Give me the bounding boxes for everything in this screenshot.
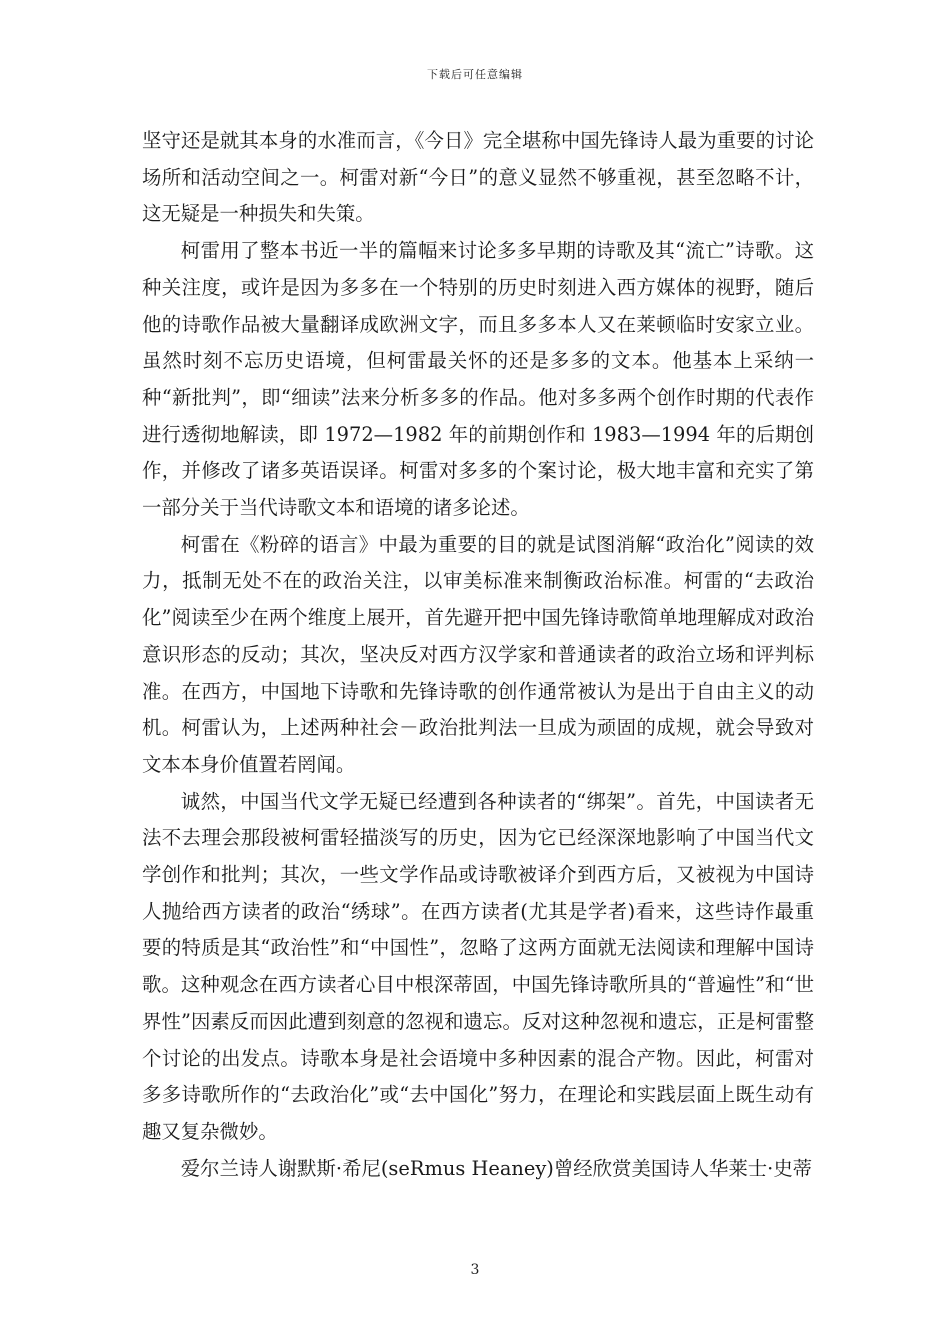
- header-note: 下载后可任意编辑: [427, 68, 523, 81]
- page-number: 3: [470, 1262, 480, 1278]
- paragraph-5: 爱尔兰诗人谢默斯·希尼(seRmus Heaney)曾经欣赏美国诗人华莱士·史蒂: [180, 1156, 813, 1180]
- paragraph-1: 坚守还是就其本身的水准而言，《今日》完全堪称中国先锋诗人最为重要的讨论场所和活动空间之一。柯雷对新“今日”的意义显然不够重视，甚至忽略不计，这无疑是一种损失和失策。: [142, 129, 814, 226]
- paragraph-4: 诚然，中国当代文学无疑已经遭到各种读者的“绑架”。首先，中国读者无法不去理会那段被柯雷轻描淡写的历史，因为它已经深深地影响了中国当代文学创作和批判；其次，一些文学作品或诗歌被译介到西方后，又被视为中国诗人抛给西方读者的政治“绣球”。在西方读者(尤其是学者)看来，这些诗作最重要的特质是其“政治性”和“中国性”，忽略了这两方面就无法阅读和理解中国诗歌。这种观念在西方读者心目中根深蒂固，中国先锋诗歌所具的“普遍性”和“世界性”因素反而因此遭到刻意的忽视和遗忘。反对这种忽视和遗忘，正是柯雷整个讨论的出发点。诗歌本身是社会语境中多种因素的混合产物。因此，柯雷对多多诗歌所作的“去政治化”或“去中国化”努力，在理论和实践层面上既生动有趣又复杂微妙。: [142, 789, 814, 1143]
- paragraph-2: 柯雷用了整本书近一半的篇幅来讨论多多早期的诗歌及其“流亡”诗歌。这种关注度，或许是因为多多在一个特别的历史时刻进入西方媒体的视野，随后他的诗歌作品被大量翻译成欧洲文字，而且多多本人又在莱顿临时安家立业。虽然时刻不忘历史语境，但柯雷最关怀的还是多多的文本。他基本上采纳一种“新批判”，即“细读”法来分析多多的作品。他对多多两个创作时期的代表作进行透彻地解读，即 1972—1982 年的前期创作和 1983—1994 年的后期创作，并修改了诸多英语误译。柯雷对多多的个案讨论，极大地丰富和充实了第一部分关于当代诗歌文本和语境的诸多论述。: [142, 239, 814, 520]
- paragraph-3: 柯雷在《粉碎的语言》中最为重要的目的就是试图消解“政治化”阅读的效力，抵制无处不在的政治关注，以审美标准来制衡政治标准。柯雷的“去政治化”阅读至少在两个维度上展开，首先避开把中国先锋诗歌简单地理解成对政治意识形态的反动；其次，坚决反对西方汉学家和普通读者的政治立场和评判标准。在西方，中国地下诗歌和先锋诗歌的创作通常被认为是出于自由主义的动机。柯雷认为，上述两种社会－政治批判法一旦成为顽固的成规，就会导致对文本本身价值置若罔闻。: [142, 532, 814, 776]
- document-body: [142, 123, 814, 1187]
